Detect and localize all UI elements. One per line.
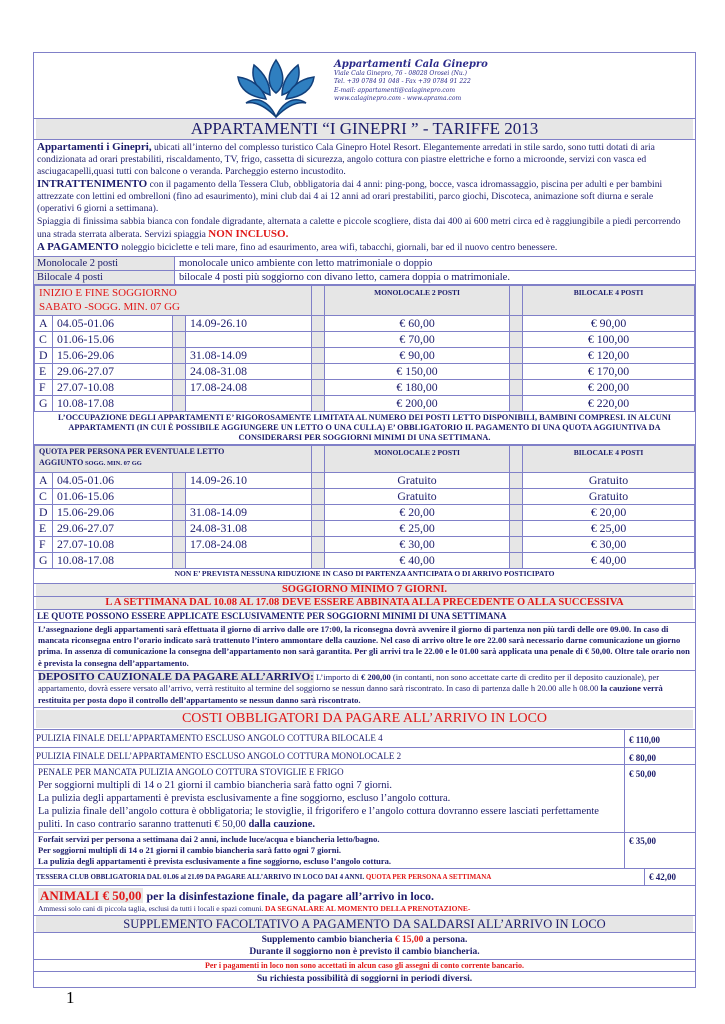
- date-range-2: [186, 488, 312, 504]
- date-range: 15.06-29.06: [53, 347, 173, 363]
- bilo-price: € 220,00: [523, 395, 695, 411]
- period-letter: F: [35, 379, 53, 395]
- date-range: 10.08-17.08: [53, 552, 173, 568]
- mono-price: € 70,00: [325, 331, 510, 347]
- assignment-text: L’assegnazione degli appartamenti sarà effettuata il giorno di arrivo dalle ore 17:00, la riconsegna dovrà avvenire il giorno di partenza non più tardi delle ore 09.00. In caso di mancata riconsegna entro l’orario indicato sarà trattenuto l’intero ammontare della cauzione. Nel caso di arrivo oltre le ore 22.00 sarà necessario darne comunicazione un giorno prima. In assenza di comunicazione la consegna dell’appartamento non sarà garantita. Per gli arrivi tra le 22.00 e le 01.00 sarà applicata una penale di € 50,00. Oltre tale orario non è prevista la consegna dell’appartamento.: [34, 623, 695, 671]
- header-small: SOGG. MIN. 07 GG: [83, 459, 142, 467]
- animals-section: [34, 886, 695, 916]
- penalty-price: € 50,00: [629, 768, 656, 779]
- date-range: 15.06-29.06: [53, 504, 173, 520]
- table-row: [35, 472, 695, 488]
- type-desc: monolocale unico ambiente con letto matrimoniale o doppio: [179, 257, 433, 269]
- company-name: Appartamenti Cala Ginepro: [334, 59, 488, 70]
- animals-sub: Ammessi solo cani di piccola taglia, esclusi da tutti i locali e spazi comuni.: [38, 903, 266, 913]
- letterhead: [34, 53, 695, 119]
- deposit-text: (in contanti, non sono accettate carte di credito per il deposito cauzionale), per appartamento, dovrà essere versato all’arrivo, verrà restituito al termine del soggiorno se nessun danno sarà riscontrato. In caso di partenza dalle h 20.00 alle h 08.00: [38, 672, 660, 694]
- penalty-line-bold: dalla cauzione.: [248, 818, 316, 830]
- mono-price: € 180,00: [325, 379, 510, 395]
- intro: [34, 140, 695, 257]
- date-range-2: 24.08-31.08: [186, 363, 312, 379]
- supplement-line: a persona.: [423, 934, 468, 945]
- table-row: [35, 347, 695, 363]
- bilo-price: € 170,00: [523, 363, 695, 379]
- phone: Tel. +39 0784 91 048 - Fax +39 0784 91 222: [334, 78, 471, 86]
- date-range-2: 14.09-26.10: [186, 472, 312, 488]
- bilo-price: € 30,00: [523, 536, 695, 552]
- period-letter: C: [35, 488, 53, 504]
- date-range-2: [186, 395, 312, 411]
- date-range-2: 24.08-31.08: [186, 520, 312, 536]
- mono-price: € 25,00: [325, 520, 510, 536]
- cleaning-bilo-price: € 110,00: [629, 734, 661, 745]
- beach-not-included: NON INCLUSO.: [208, 227, 289, 240]
- cleaning-bilo: PULIZIA FINALE DELL’APPARTAMENTO ESCLUSO ANGOLO COTTURA BILOCALE 4: [34, 730, 625, 747]
- table-row: [35, 331, 695, 347]
- date-range-2: 31.08-14.09: [186, 347, 312, 363]
- forfait-line: La pulizia degli appartamenti è prevista esclusivamente a fine soggiorno, escluso l’angolo cottura.: [38, 855, 392, 866]
- bilo-price: € 200,00: [523, 379, 695, 395]
- table-row: [35, 395, 695, 411]
- mono-price: Gratuito: [325, 472, 510, 488]
- periods-note: Su richiesta possibilità di soggiorni in periodi diversi.: [256, 973, 473, 984]
- table-row: [35, 552, 695, 568]
- forfait-line: Per soggiorni multipli di 14 o 21 giorni il cambio biancheria sarà fatto ogni 7 giorni.: [38, 844, 342, 855]
- header-line: QUOTA PER PERSONA PER EVENTUALE LETTO: [39, 446, 225, 456]
- table-row: [35, 536, 695, 552]
- col-mono: MONOLOCALE 2 POSTI: [325, 445, 510, 472]
- forfait-price: € 35,00: [629, 835, 656, 846]
- date-range-2: [186, 331, 312, 347]
- quote-rule: LE QUOTE POSSONO ESSERE APPLICATE ESCLUSIVAMENTE PER SOGGIORNI MINIMI DI UNA SETTIMANA: [34, 610, 695, 623]
- supplement-line: Durante il soggiorno non è previsto il cambio biancheria.: [249, 947, 480, 958]
- date-range-2: 31.08-14.09: [186, 504, 312, 520]
- intro-text: ubicati all’interno del complesso turistico Cala Ginepro Hotel Resort. Elegantemente arredati in stile sardo, sono tutti dotati di aria condizionata ad orari prestabiliti, riscaldamento, TV, frigo, cassetta di sicurezza, angolo cottura con piastre elettriche e forno a microonde, servizi con vasca ed asciugacapelli,quasi tutti con balcone o veranda. Parcheggio esterno incustodito.: [37, 142, 655, 178]
- col-bilo: BILOCALE 4 POSTI: [523, 285, 695, 315]
- page-title: APPARTAMENTI “I GINEPRI ” - TARIFFE 2013: [36, 119, 693, 139]
- supplement-price: € 15,00: [394, 934, 424, 945]
- entertainment-text: con il pagamento della Tessera Club, obbligatoria dai 4 anni: ping-pong, bocce, vasca idromassaggio, piscina per adulti e per bambini attrezzate con lettini ed ombrelloni (fino ad esaurimento), mini club dai 4 ai 12 anni ad orari prestabiliti, parco giochi, Discoteca, animazione soft diurna e serale (operativi 6 giorni a settimana).: [37, 179, 663, 215]
- date-range-2: [186, 552, 312, 568]
- table-row: [35, 315, 695, 331]
- deposit-text: la cauzione verrà restituita per posta dopo il controllo dell’appartamento se nessun danno sarà riscontrato.: [38, 683, 663, 705]
- mono-price: € 20,00: [325, 504, 510, 520]
- date-range-2: 17.08-24.08: [186, 536, 312, 552]
- header-line: SABATO -SOGG. MIN. 07 GG: [39, 300, 180, 313]
- bilo-price: Gratuito: [523, 472, 695, 488]
- club-price: € 42,00: [649, 871, 676, 882]
- col-bilo: BILOCALE 4 POSTI: [523, 445, 695, 472]
- min-stay: SOGGIORNO MINIMO 7 GIORNI.: [36, 584, 693, 596]
- extra-bed-table: [34, 445, 695, 569]
- costs-title: COSTI OBBLIGATORI DA PAGARE ALL’ARRIVO IN LOCO: [36, 710, 693, 728]
- header-line: AGGIUNTO: [39, 457, 84, 467]
- company-address: [334, 59, 488, 103]
- mono-price: € 150,00: [325, 363, 510, 379]
- deposit-lead: DEPOSITO CAUZIONALE DA PAGARE ALL’ARRIVO:: [38, 671, 314, 684]
- tariff-document: [33, 52, 696, 988]
- date-range: 01.06-15.06: [53, 488, 173, 504]
- no-reduction-note: NON E’ PREVISTA NESSUNA RIDUZIONE IN CASO DI PARTENZA ANTICIPATA O DI ARRIVO POSTICIPATO: [34, 569, 695, 584]
- bilo-price: € 20,00: [523, 504, 695, 520]
- email: E-mail: appartamenti@calaginepro.com: [334, 86, 456, 94]
- period-letter: A: [35, 472, 53, 488]
- forfait-line: Forfait servizi per persona a settimana dai 2 anni, include luce/acqua e biancheria letto/bagno.: [38, 833, 380, 844]
- paid-services-text: noleggio biciclette e teli mare, fino ad esaurimento, area wifi, tabacchi, giornali, bar ed il nuovo centro benessere.: [118, 241, 558, 253]
- date-range: 27.07-10.08: [53, 536, 173, 552]
- deposit-amount: € 200,00: [361, 672, 391, 683]
- penalty-title: PENALE PER MANCATA PULIZIA ANGOLO COTTURA STOVIGLIE E FRIGO: [38, 766, 344, 777]
- period-letter: C: [35, 331, 53, 347]
- entertainment-lead: INTRATTENIMENTO: [37, 178, 148, 191]
- page-number: 1: [66, 988, 75, 1007]
- period-letter: D: [35, 347, 53, 363]
- table-row: [35, 363, 695, 379]
- cleaning-mono-price: € 80,00: [629, 752, 656, 763]
- type-desc: bilocale 4 posti più soggiorno con divano letto, camera doppia o matrimoniale.: [179, 271, 510, 283]
- period-letter: A: [35, 315, 53, 331]
- col-mono: MONOLOCALE 2 POSTI: [325, 285, 510, 315]
- penalty-line: Per soggiorni multipli di 14 o 21 giorni il cambio biancheria sarà fatto ogni 7 giorni.: [38, 779, 393, 791]
- date-range: 27.07-10.08: [53, 379, 173, 395]
- bilo-price: € 40,00: [523, 552, 695, 568]
- table-row: [35, 379, 695, 395]
- paid-services-lead: A PAGAMENTO: [37, 240, 119, 253]
- deposit-text: L’importo di: [313, 672, 361, 683]
- date-range-2: 17.08-24.08: [186, 379, 312, 395]
- date-range: 29.06-27.07: [53, 363, 173, 379]
- club-text: TESSERA CLUB OBBLIGATORIA DAL 01.06 al 21.09 DA PAGARE ALL’ARRIVO IN LOCO DAI 4 ANNI.: [36, 872, 366, 881]
- penalty-line: La pulizia degli appartamenti è prevista esclusivamente a fine soggiorno, escluso l’angolo cottura.: [38, 792, 451, 804]
- mono-price: € 60,00: [325, 315, 510, 331]
- period-letter: E: [35, 363, 53, 379]
- date-range: 04.05-01.06: [53, 315, 173, 331]
- type-name: Bilocale 4 posti: [34, 271, 175, 284]
- type-row-mono: [34, 257, 695, 271]
- logo-icon: [226, 55, 326, 119]
- price-header: [35, 285, 312, 315]
- type-row-bilo: [34, 271, 695, 285]
- bilo-price: € 120,00: [523, 347, 695, 363]
- address: Viale Cala Ginepro, 76 - 08028 Orosei (Nu.): [334, 70, 467, 77]
- cleaning-mono: PULIZIA FINALE DELL’APPARTAMENTO ESCLUSO ANGOLO COTTURA MONOLOCALE 2: [34, 748, 625, 764]
- bilo-price: Gratuito: [523, 488, 695, 504]
- type-name: Monolocale 2 posti: [34, 257, 175, 270]
- table-row: [35, 504, 695, 520]
- supplement-line: Supplemento cambio biancheria: [261, 934, 395, 945]
- occupancy-note: L’OCCUPAZIONE DEGLI APPARTAMENTI E’ RIGOROSAMENTE LIMITATA AL NUMERO DEI POSTI LETTO DISPONIBILI, BAMBINI COMPRESI. IN ALCUNI APPARTAMENTI (IN CUI È POSSIBILE AGGIUNGERE UN LETTO O UNA CULLA) E’ OBBLIGATORIO IL PAGAMENTO DI UNA QUOTA AGGIUNTIVA DA CONSIDERARSI PER SOGGIORNI MINIMI DI UNA SETTIMANA.: [34, 412, 695, 445]
- animals-lead: ANIMALI € 50,00: [40, 887, 142, 903]
- mono-price: € 90,00: [325, 347, 510, 363]
- intro-lead: Appartamenti i Ginepri,: [37, 141, 152, 153]
- forfait-block: [34, 833, 625, 868]
- period-letter: E: [35, 520, 53, 536]
- supplement-title: SUPPLEMENTO FACOLTATIVO A PAGAMENTO DA SALDARSI ALL’ARRIVO IN LOCO: [36, 916, 693, 932]
- table-row: [35, 488, 695, 504]
- date-range: 04.05-01.06: [53, 472, 173, 488]
- date-range: 10.08-17.08: [53, 395, 173, 411]
- beach-text: Spiaggia di finissima sabbia bianca con fondale digradante, alternata a calette e piccole scogliere, dista dai 400 ai 600 metri circa ed è raggiungibile a piedi percorrendo una strada sterrata alberata. Servizi spiaggia: [37, 215, 681, 240]
- table-row: [35, 520, 695, 536]
- bilo-price: € 25,00: [523, 520, 695, 536]
- date-range-2: 14.09-26.10: [186, 315, 312, 331]
- extra-header: [35, 445, 312, 472]
- deposit-section: [34, 671, 695, 708]
- penalty-block: [34, 765, 625, 832]
- header-line: INIZIO E FINE SOGGIORNO: [39, 286, 177, 299]
- penalty-line: La pulizia finale dell’angolo cottura è obbligatoria; le stoviglie, il frigorifero e l’angolo cottura dovranno essere lasciati perfettamente puliti. In caso contrario saranno trattenuti € 50,00: [38, 805, 599, 830]
- bilo-price: € 90,00: [523, 315, 695, 331]
- week-rule: L A SETTIMANA DAL 10.08 AL 17.08 DEVE ESSERE ABBINATA ALLA PRECEDENTE O ALLA SUCCESSIVA: [36, 597, 693, 609]
- supplement-text: [34, 933, 695, 960]
- club-text-red: QUOTA PER PERSONA A SETTIMANA: [365, 872, 492, 881]
- period-letter: F: [35, 536, 53, 552]
- payment-note: Per i pagamenti in loco non sono accettati in alcun caso gli assegni di conto corrente bancario.: [34, 960, 695, 972]
- mono-price: Gratuito: [325, 488, 510, 504]
- website: www.calaginepro.com - www.aprama.com: [334, 94, 462, 102]
- animals-sub-red: DA SEGNALARE AL MOMENTO DELLA PRENOTAZIONE-: [265, 903, 471, 913]
- date-range: 01.06-15.06: [53, 331, 173, 347]
- period-letter: D: [35, 504, 53, 520]
- period-letter: G: [35, 552, 53, 568]
- mono-price: € 30,00: [325, 536, 510, 552]
- bilo-price: € 100,00: [523, 331, 695, 347]
- date-range: 29.06-27.07: [53, 520, 173, 536]
- mono-price: € 200,00: [325, 395, 510, 411]
- price-table: [34, 285, 695, 412]
- animals-text: per la disinfestazione finale, da pagare all’arrivo in loco.: [143, 888, 435, 903]
- period-letter: G: [35, 395, 53, 411]
- mono-price: € 40,00: [325, 552, 510, 568]
